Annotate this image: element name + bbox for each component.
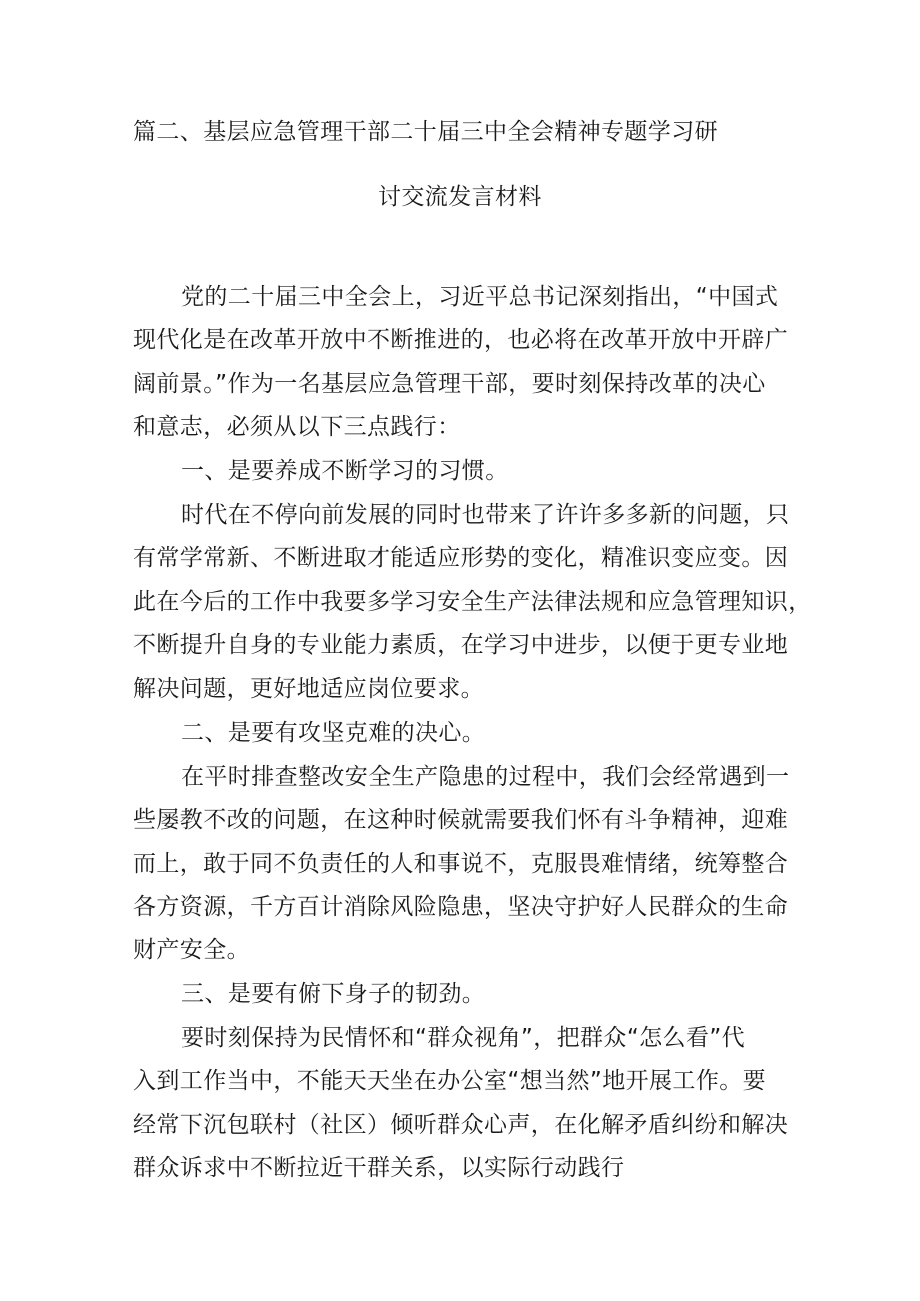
paragraph-1-line-1: 时代在不停向前发展的同时也带来了许许多多新的问题，只	[181, 502, 790, 528]
paragraph-3-line-2: 入到工作当中，不能天天坐在办公室“想当然”地开展工作。要	[133, 1068, 767, 1094]
paragraph-3-line-3: 经常下沉包联村（社区）倾听群众心声，在化解矛盾纠纷和解决	[133, 1112, 789, 1138]
paragraph-2-line-2: 些屡教不改的问题，在这种时候就需要我们怀有斗争精神，迎难	[133, 807, 789, 833]
paragraph-intro-line-1: 党的二十届三中全会上，习近平总书记深刻指出，“中国式	[181, 284, 779, 310]
paragraph-3-line-1: 要时刻保持为民情怀和“群众视角”，把群众“怎么看”代	[181, 1025, 746, 1051]
document-title-line-2: 讨交流发言材料	[378, 184, 542, 210]
document-title-line-1: 篇二、基层应急管理干部二十届三中全会精神专题学习研	[133, 119, 718, 145]
paragraph-1-line-3: 此在今后的工作中我要多学习安全生产法律法规和应急管理知识，	[133, 589, 812, 615]
paragraph-2-line-5: 财产安全。	[133, 937, 250, 963]
paragraph-1-line-4: 不断提升自身的专业能力素质，在学习中进步，以便于更专业地	[133, 632, 789, 658]
paragraph-2-line-3: 而上，敢于同不负责任的人和事说不，克服畏难情绪，统筹整合	[133, 851, 789, 877]
paragraph-intro-line-4: 和意志，必须从以下三点践行：	[133, 414, 461, 440]
section-heading-1: 一、是要养成不断学习的习惯。	[181, 458, 509, 484]
section-heading-3: 三、是要有俯下身子的韧劲。	[181, 981, 486, 1007]
paragraph-3-line-4: 群众诉求中不断拉近干群关系，以实际行动践行	[133, 1155, 625, 1181]
paragraph-1-line-5: 解决问题，更好地适应岗位要求。	[133, 676, 484, 702]
paragraph-2-line-4: 各方资源，千方百计消除风险隐患，坚决守护好人民群众的生命	[133, 894, 789, 920]
paragraph-2-line-1: 在平时排查整改安全生产隐患的过程中，我们会经常遇到一	[181, 764, 790, 790]
paragraph-intro-line-3: 阔前景。”作为一名基层应急管理干部，要时刻保持改革的决心	[133, 371, 766, 397]
paragraph-intro-line-2: 现代化是在改革开放中不断推进的，也必将在改革开放中开辟广	[133, 327, 789, 353]
paragraph-1-line-2: 有常学常新、不断进取才能适应形势的变化，精准识变应变。因	[133, 545, 789, 571]
section-heading-2: 二、是要有攻坚克难的决心。	[181, 720, 486, 746]
